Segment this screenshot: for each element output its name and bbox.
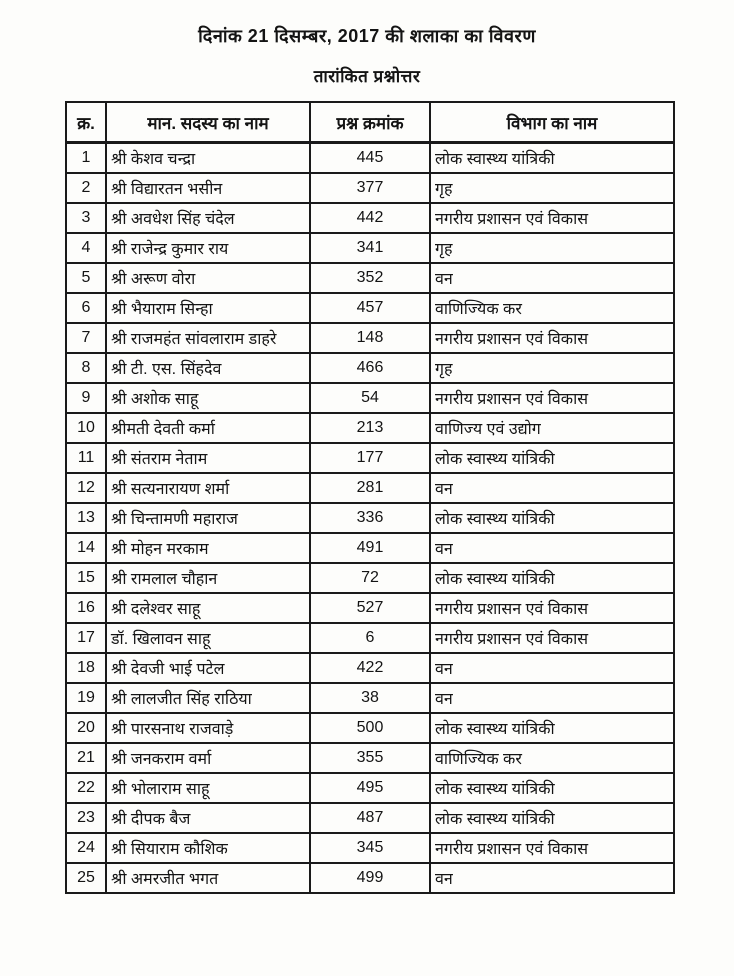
- department-cell: लोक स्वास्थ्य यांत्रिकी: [430, 803, 674, 833]
- department-cell: लोक स्वास्थ्य यांत्रिकी: [430, 563, 674, 593]
- question-number-cell: 72: [310, 563, 430, 593]
- department-cell: गृह: [430, 233, 674, 263]
- serial-number-cell: 17: [66, 623, 106, 653]
- serial-number-cell: 12: [66, 473, 106, 503]
- question-number-cell: 499: [310, 863, 430, 893]
- department-cell: लोक स्वास्थ्य यांत्रिकी: [430, 713, 674, 743]
- department-cell: लोक स्वास्थ्य यांत्रिकी: [430, 773, 674, 803]
- serial-number-cell: 15: [66, 563, 106, 593]
- member-name-cell: श्री केशव चन्द्रा: [106, 143, 310, 173]
- member-name-cell: श्री अमरजीत भगत: [106, 863, 310, 893]
- serial-number-cell: 21: [66, 743, 106, 773]
- serial-number-cell: 4: [66, 233, 106, 263]
- serial-number-cell: 2: [66, 173, 106, 203]
- member-name-cell: श्री भैयाराम सिन्हा: [106, 293, 310, 323]
- serial-number-cell: 10: [66, 413, 106, 443]
- table-row: [66, 773, 674, 803]
- serial-number-cell: 20: [66, 713, 106, 743]
- question-number-cell: 527: [310, 593, 430, 623]
- starred-questions-table: [65, 101, 675, 894]
- member-name-cell: श्री लालजीत सिंह राठिया: [106, 683, 310, 713]
- serial-number-cell: 1: [66, 143, 106, 173]
- table-row: [66, 413, 674, 443]
- member-name-cell: श्री जनकराम वर्मा: [106, 743, 310, 773]
- table-row: [66, 833, 674, 863]
- department-cell: वन: [430, 683, 674, 713]
- header-serial-number: क्र.: [66, 102, 106, 143]
- table-row: [66, 533, 674, 563]
- question-number-cell: 38: [310, 683, 430, 713]
- department-cell: वाणिज्यिक कर: [430, 293, 674, 323]
- table-row: [66, 233, 674, 263]
- header-question-number: प्रश्न क्रमांक: [310, 102, 430, 143]
- table-row: [66, 863, 674, 893]
- question-number-cell: 352: [310, 263, 430, 293]
- member-name-cell: श्री मोहन मरकाम: [106, 533, 310, 563]
- serial-number-cell: 6: [66, 293, 106, 323]
- table-row: [66, 743, 674, 773]
- question-number-cell: 377: [310, 173, 430, 203]
- member-name-cell: श्री चिन्तामणी महाराज: [106, 503, 310, 533]
- department-cell: वन: [430, 863, 674, 893]
- member-name-cell: श्री भोलाराम साहू: [106, 773, 310, 803]
- serial-number-cell: 16: [66, 593, 106, 623]
- question-number-cell: 6: [310, 623, 430, 653]
- question-number-cell: 500: [310, 713, 430, 743]
- header-department-name: विभाग का नाम: [430, 102, 674, 143]
- table-row: [66, 323, 674, 353]
- table-row: [66, 203, 674, 233]
- question-number-cell: 336: [310, 503, 430, 533]
- department-cell: नगरीय प्रशासन एवं विकास: [430, 833, 674, 863]
- question-number-cell: 355: [310, 743, 430, 773]
- serial-number-cell: 24: [66, 833, 106, 863]
- serial-number-cell: 7: [66, 323, 106, 353]
- department-cell: नगरीय प्रशासन एवं विकास: [430, 593, 674, 623]
- document-subtitle: तारांकित प्रश्नोत्तर: [313, 67, 421, 86]
- question-number-cell: 491: [310, 533, 430, 563]
- question-number-cell: 442: [310, 203, 430, 233]
- member-table-body: [66, 143, 674, 893]
- department-cell: लोक स्वास्थ्य यांत्रिकी: [430, 443, 674, 473]
- member-name-cell: श्री दीपक बैज: [106, 803, 310, 833]
- question-number-cell: 148: [310, 323, 430, 353]
- member-name-cell: डॉ. खिलावन साहू: [106, 623, 310, 653]
- question-number-cell: 213: [310, 413, 430, 443]
- member-name-cell: श्री रामलाल चौहान: [106, 563, 310, 593]
- document-title: दिनांक 21 दिसम्बर, 2017 की शलाका का विवरण: [198, 26, 536, 46]
- department-cell: लोक स्वास्थ्य यांत्रिकी: [430, 143, 674, 173]
- header-member-name: मान. सदस्य का नाम: [106, 102, 310, 143]
- member-name-cell: श्री सियाराम कौशिक: [106, 833, 310, 863]
- department-cell: वन: [430, 263, 674, 293]
- table-row: [66, 713, 674, 743]
- department-cell: गृह: [430, 353, 674, 383]
- member-name-cell: श्री दलेश्वर साहू: [106, 593, 310, 623]
- serial-number-cell: 3: [66, 203, 106, 233]
- question-number-cell: 495: [310, 773, 430, 803]
- question-number-cell: 177: [310, 443, 430, 473]
- table-row: [66, 173, 674, 203]
- department-cell: वाणिज्यिक कर: [430, 743, 674, 773]
- department-cell: नगरीय प्रशासन एवं विकास: [430, 623, 674, 653]
- question-number-cell: 281: [310, 473, 430, 503]
- question-number-cell: 54: [310, 383, 430, 413]
- department-cell: वन: [430, 533, 674, 563]
- member-name-cell: श्री राजमहंत सांवलाराम डाहरे: [106, 323, 310, 353]
- question-number-cell: 341: [310, 233, 430, 263]
- table-row: [66, 803, 674, 833]
- member-name-cell: श्री राजेन्द्र कुमार राय: [106, 233, 310, 263]
- table-row: [66, 683, 674, 713]
- member-name-cell: श्री देवजी भाई पटेल: [106, 653, 310, 683]
- table-row: [66, 653, 674, 683]
- member-name-cell: श्री टी. एस. सिंहदेव: [106, 353, 310, 383]
- table-row: [66, 473, 674, 503]
- member-name-cell: श्री पारसनाथ राजवाड़े: [106, 713, 310, 743]
- question-number-cell: 487: [310, 803, 430, 833]
- member-name-cell: श्री संतराम नेताम: [106, 443, 310, 473]
- department-cell: वन: [430, 473, 674, 503]
- serial-number-cell: 5: [66, 263, 106, 293]
- table-header-row: [66, 102, 674, 143]
- table-row: [66, 503, 674, 533]
- department-cell: नगरीय प्रशासन एवं विकास: [430, 323, 674, 353]
- table-row: [66, 443, 674, 473]
- department-cell: नगरीय प्रशासन एवं विकास: [430, 203, 674, 233]
- member-name-cell: श्री अशोक साहू: [106, 383, 310, 413]
- serial-number-cell: 23: [66, 803, 106, 833]
- serial-number-cell: 9: [66, 383, 106, 413]
- table-header: [66, 102, 674, 143]
- question-number-cell: 445: [310, 143, 430, 173]
- department-cell: गृह: [430, 173, 674, 203]
- table-row: [66, 143, 674, 173]
- department-cell: वाणिज्य एवं उद्योग: [430, 413, 674, 443]
- member-name-cell: श्री विद्यारतन भसीन: [106, 173, 310, 203]
- serial-number-cell: 25: [66, 863, 106, 893]
- table-row: [66, 293, 674, 323]
- serial-number-cell: 14: [66, 533, 106, 563]
- serial-number-cell: 8: [66, 353, 106, 383]
- table-row: [66, 383, 674, 413]
- table-row: [66, 593, 674, 623]
- serial-number-cell: 19: [66, 683, 106, 713]
- question-number-cell: 466: [310, 353, 430, 383]
- serial-number-cell: 11: [66, 443, 106, 473]
- table-row: [66, 263, 674, 293]
- question-number-cell: 345: [310, 833, 430, 863]
- question-number-cell: 457: [310, 293, 430, 323]
- serial-number-cell: 22: [66, 773, 106, 803]
- table-row: [66, 353, 674, 383]
- table-row: [66, 623, 674, 653]
- member-name-cell: श्री अरूण वोरा: [106, 263, 310, 293]
- department-cell: नगरीय प्रशासन एवं विकास: [430, 383, 674, 413]
- department-cell: लोक स्वास्थ्य यांत्रिकी: [430, 503, 674, 533]
- table-row: [66, 563, 674, 593]
- serial-number-cell: 18: [66, 653, 106, 683]
- member-name-cell: श्रीमती देवती कर्मा: [106, 413, 310, 443]
- member-name-cell: श्री अवधेश सिंह चंदेल: [106, 203, 310, 233]
- serial-number-cell: 13: [66, 503, 106, 533]
- member-name-cell: श्री सत्यनारायण शर्मा: [106, 473, 310, 503]
- department-cell: वन: [430, 653, 674, 683]
- question-number-cell: 422: [310, 653, 430, 683]
